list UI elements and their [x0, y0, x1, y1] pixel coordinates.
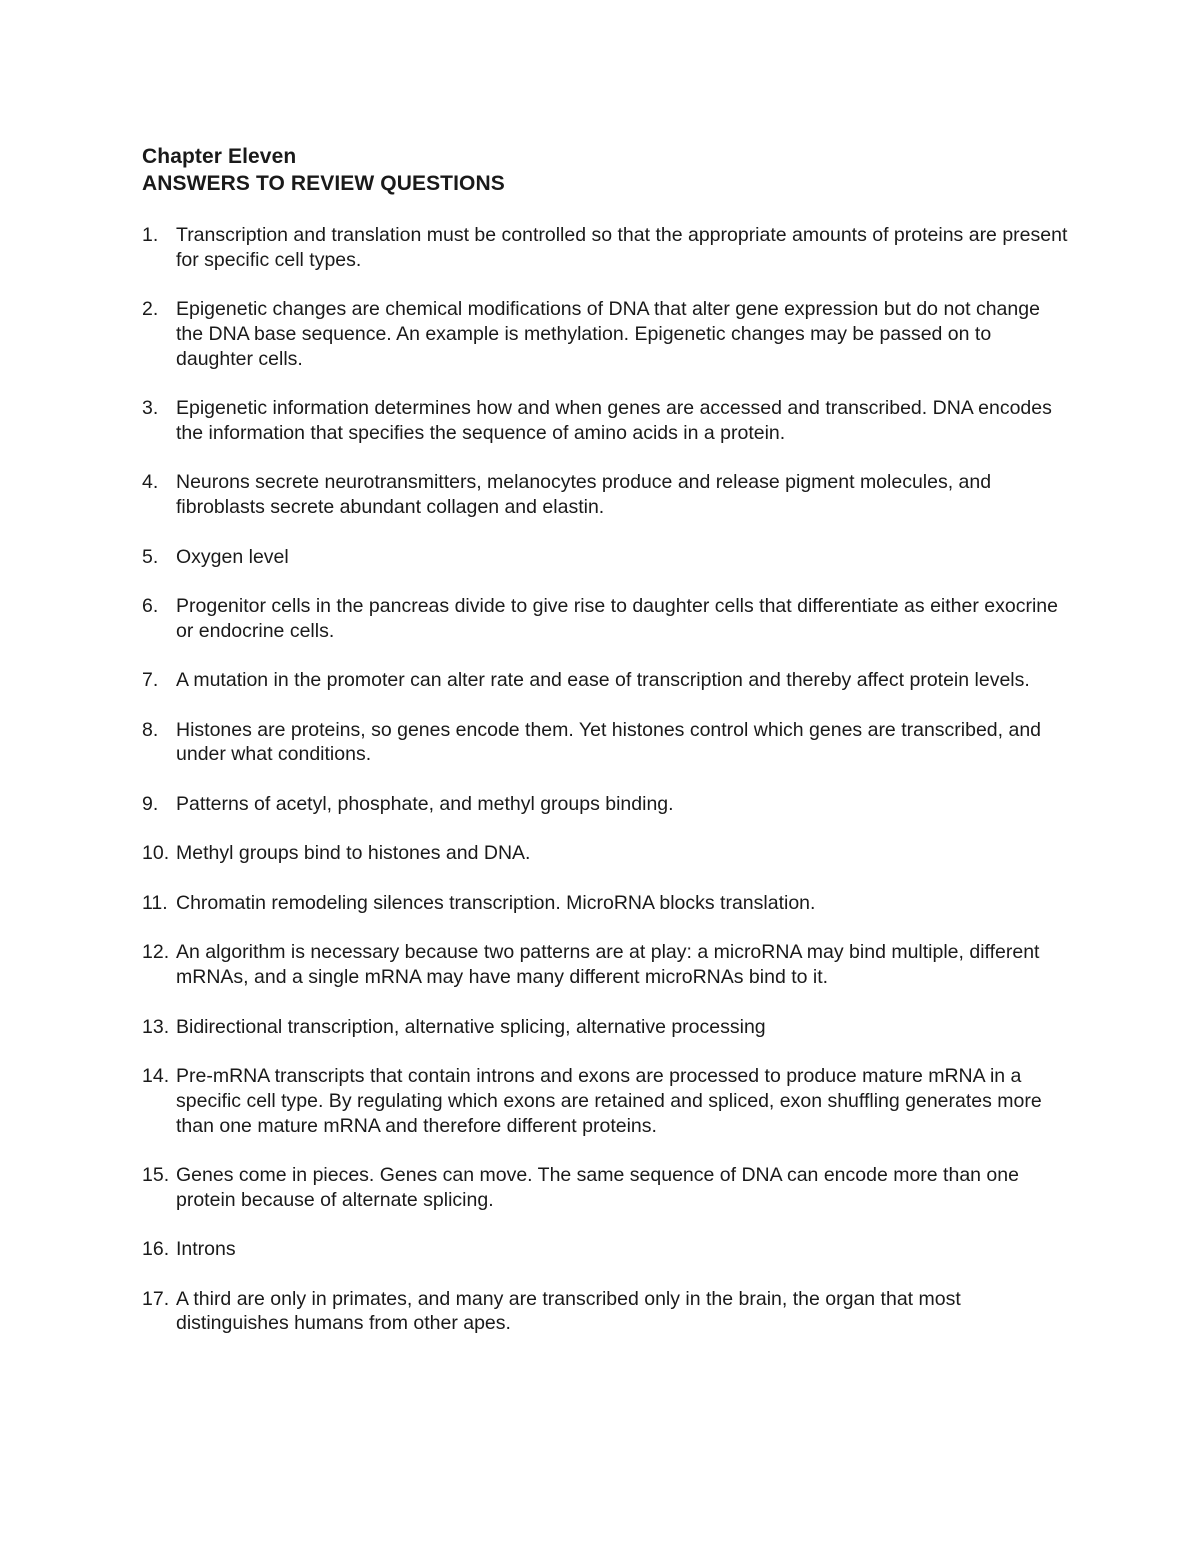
answer-item	[142, 396, 1072, 445]
section-title: ANSWERS TO REVIEW QUESTIONS	[142, 172, 505, 195]
answer-number: 16.	[142, 1238, 170, 1261]
answer-text: Neurons secrete neurotransmitters, melanocytes produce and release pigment molecules, and fibroblasts secrete abundant collagen and elastin.	[176, 471, 992, 519]
answer-number: 13.	[142, 1015, 170, 1038]
answer-item	[142, 470, 1072, 519]
answer-item	[142, 297, 1072, 371]
answer-text: Bidirectional transcription, alternative splicing, alternative processing	[176, 1015, 766, 1038]
answer-text: Introns	[176, 1238, 236, 1261]
answer-item	[142, 792, 1072, 817]
answer-number: 14.	[142, 1065, 170, 1088]
answer-item	[142, 1064, 1072, 1138]
answer-text: An algorithm is necessary because two patterns are at play: a microRNA may bind multiple, different mRNAs, and a single mRNA may have many different microRNAs bind to it.	[176, 941, 1040, 989]
answer-number: 7.	[142, 669, 159, 692]
answer-item	[142, 1237, 1072, 1262]
answer-text: Histones are proteins, so genes encode them. Yet histones control which genes are transcribed, and under what conditions.	[176, 718, 1042, 766]
answer-number: 3.	[142, 397, 159, 420]
answer-item	[142, 545, 1072, 570]
chapter-title: Chapter Eleven	[142, 145, 297, 168]
answer-number: 8.	[142, 718, 159, 741]
answer-number: 4.	[142, 471, 159, 494]
answer-number: 1.	[142, 224, 159, 246]
answer-text: Methyl groups bind to histones and DNA.	[176, 842, 531, 865]
answer-text: Epigenetic changes are chemical modifications of DNA that alter gene expression but do not change the DNA base sequence. An example is methylation. Epigenetic changes may be passed on to daughter cells.	[176, 298, 1040, 370]
answer-list	[142, 223, 1072, 1361]
answer-text: A mutation in the promoter can alter rate and ease of transcription and thereby affect protein levels.	[176, 669, 1030, 692]
answer-text: Transcription and translation must be controlled so that the appropriate amounts of proteins are present for specific cell types.	[176, 224, 1068, 271]
answer-item	[142, 1015, 1072, 1040]
answer-number: 12.	[142, 941, 170, 964]
answer-number: 9.	[142, 792, 159, 815]
answer-item	[142, 940, 1072, 989]
answer-item	[142, 223, 1072, 272]
answer-item	[142, 594, 1072, 643]
answer-number: 17.	[142, 1287, 170, 1310]
answer-number: 5.	[142, 545, 159, 568]
answer-text: Chromatin remodeling silences transcription. MicroRNA blocks translation.	[176, 891, 816, 914]
answer-text: A third are only in primates, and many are transcribed only in the brain, the organ that most distinguishes humans from other apes.	[176, 1287, 961, 1335]
answer-text: Epigenetic information determines how and when genes are accessed and transcribed. DNA encodes the information that specifies the sequence of amino acids in a protein.	[176, 397, 1052, 444]
answer-item	[142, 841, 1072, 866]
answer-item	[142, 1163, 1072, 1212]
answer-item	[142, 1287, 1072, 1336]
answer-text: Pre-mRNA transcripts that contain introns and exons are processed to produce mature mRNA in a specific cell type. By regulating which exons are retained and spliced, exon shuffling generates more than one mature mRNA and therefore different proteins.	[176, 1065, 1042, 1137]
answer-text: Patterns of acetyl, phosphate, and methyl groups binding.	[176, 792, 674, 815]
answer-number: 10.	[142, 842, 170, 865]
answer-number: 11.	[142, 891, 168, 914]
answer-text: Oxygen level	[176, 545, 289, 568]
answer-item	[142, 668, 1072, 693]
answer-number: 6.	[142, 595, 159, 618]
document-heading	[142, 143, 1062, 197]
answer-text: Progenitor cells in the pancreas divide to give rise to daughter cells that differentiate as either exocrine or endocrine cells.	[176, 595, 1058, 642]
answer-text: Genes come in pieces. Genes can move. The same sequence of DNA can encode more than one protein because of alternate splicing.	[176, 1164, 1019, 1211]
answer-number: 2.	[142, 298, 159, 321]
answer-number: 15.	[142, 1164, 170, 1187]
answer-item	[142, 718, 1072, 767]
answer-item	[142, 891, 1072, 916]
